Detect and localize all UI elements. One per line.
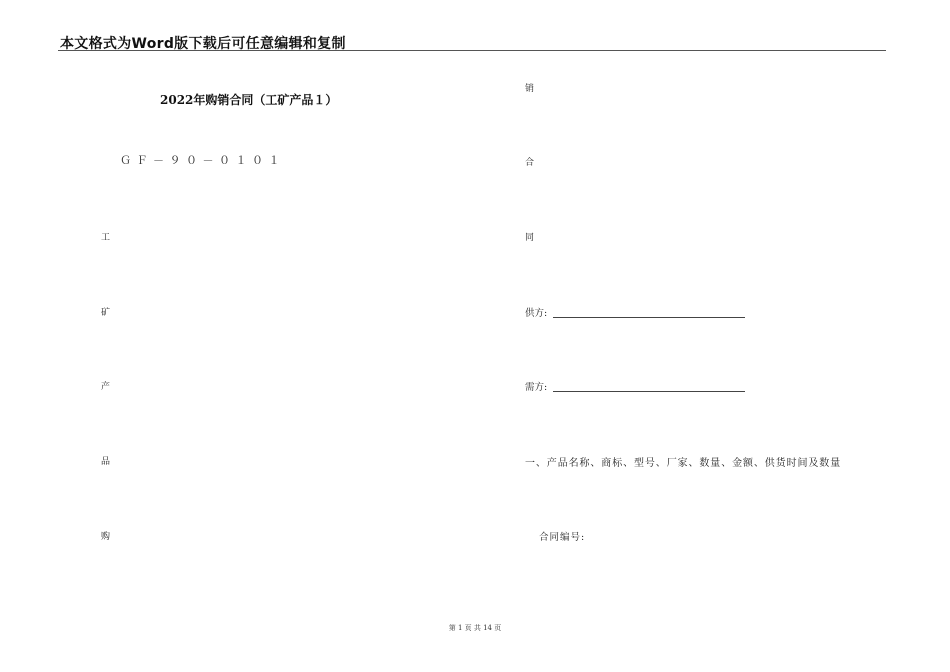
document-title: 2022年购销合同（工矿产品１） bbox=[160, 93, 338, 107]
supplier-field bbox=[525, 305, 745, 319]
supplier-label: 供方: bbox=[525, 308, 548, 319]
vertical-char-7: 合 bbox=[525, 158, 535, 168]
vertical-char-2: 矿 bbox=[101, 308, 111, 318]
vertical-char-4: 品 bbox=[101, 457, 111, 467]
supplier-blank-line bbox=[553, 308, 745, 318]
header-divider bbox=[58, 50, 886, 51]
vertical-char-6: 销 bbox=[525, 84, 535, 94]
vertical-char-1: 工 bbox=[101, 233, 111, 243]
buyer-label: 需方: bbox=[525, 382, 548, 393]
page-number: 第 1 页 共 14 页 bbox=[448, 624, 502, 632]
vertical-char-5: 购 bbox=[101, 532, 111, 542]
document-code: ＧＦ－９０－０１０１ bbox=[120, 154, 285, 167]
section-one-heading: 一、产品名称、商标、型号、厂家、数量、金额、供货时间及数量 bbox=[525, 458, 842, 469]
buyer-field bbox=[525, 379, 745, 393]
header-note: 本文格式为Word版下载后可任意编辑和复制 bbox=[60, 36, 346, 52]
vertical-char-8: 同 bbox=[525, 233, 535, 243]
contract-number-label: 合同编号: bbox=[539, 532, 586, 543]
buyer-blank-line bbox=[553, 382, 745, 392]
vertical-char-3: 产 bbox=[101, 382, 111, 392]
